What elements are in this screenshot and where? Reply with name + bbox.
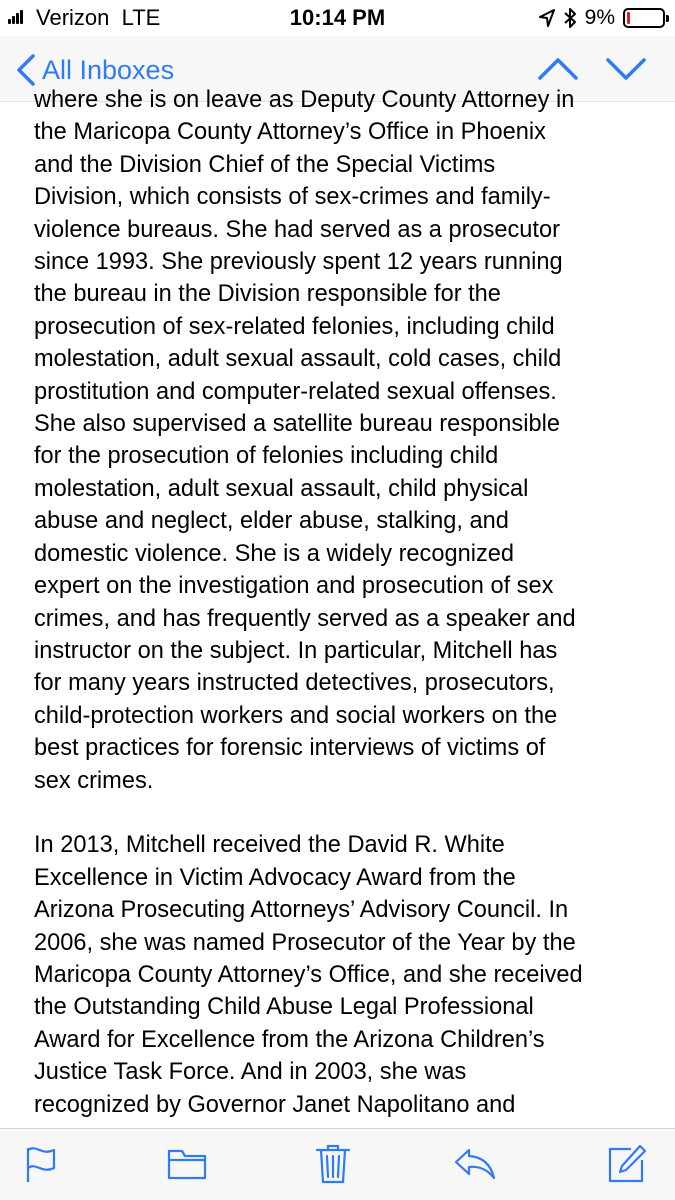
message-line: since 1993. She previously spent 12 years running	[34, 249, 563, 276]
reply-button[interactable]	[452, 1141, 498, 1187]
message-line: expert on the investigation and prosecution of sex	[34, 573, 554, 600]
trash-button[interactable]	[310, 1141, 356, 1187]
message-line: She also supervised a satellite bureau responsible	[34, 411, 560, 438]
chevron-left-icon	[16, 54, 36, 86]
message-line: best practices for forensic interviews of victims of	[34, 735, 546, 762]
message-line: and the Division Chief of the Special Victims	[34, 151, 496, 178]
clock: 10:14 PM	[289, 5, 386, 30]
message-line: 2006, she was named Prosecutor of the Year by the	[34, 929, 576, 956]
message-line: Arizona Prosecuting Attorneys’ Advisory Council. In	[34, 897, 569, 924]
bluetooth-icon	[563, 7, 577, 29]
message-line: instructor on the subject. In particular, Mitchell has	[34, 637, 558, 664]
battery-icon	[623, 8, 665, 28]
move-to-folder-button[interactable]	[164, 1141, 210, 1187]
message-line: Maricopa County Attorney’s Office, and she received	[34, 961, 583, 988]
trash-icon	[315, 1143, 351, 1185]
compose-button[interactable]	[604, 1141, 650, 1187]
message-line: for many years instructed detectives, prosecutors,	[34, 670, 555, 697]
carrier-name: Verizon	[36, 5, 110, 30]
message-line: for the prosecution of felonies including child	[34, 443, 499, 470]
message-line: Division, which consists of sex-crimes and family-	[34, 184, 551, 211]
message-line: the Outstanding Child Abuse Legal Professional	[34, 994, 534, 1021]
message-line: prostitution and computer-related sexual offenses.	[34, 378, 557, 405]
back-label: All Inboxes	[42, 55, 175, 85]
message-line: child-protection workers and social workers on the	[34, 702, 558, 729]
message-body[interactable]	[34, 84, 654, 1124]
status-bar	[0, 0, 675, 36]
chevron-up-icon	[536, 54, 580, 84]
message-line: sex crimes.	[34, 767, 154, 794]
message-line: violence bureaus. She had served as a prosecutor	[34, 216, 560, 243]
message-line: where she is on leave as Deputy County Attorney in	[34, 87, 575, 113]
chevron-down-icon	[604, 54, 648, 84]
reply-icon	[453, 1147, 497, 1181]
message-line: abuse and neglect, elder abuse, stalking, and	[34, 508, 509, 535]
next-message-button[interactable]	[604, 54, 648, 84]
message-line: molestation, adult sexual assault, cold cases, child	[34, 346, 562, 373]
network-type: LTE	[121, 5, 161, 30]
message-line: Excellence in Victim Advocacy Award from the	[34, 864, 516, 891]
message-line: the bureau in the Division responsible for the	[34, 281, 501, 308]
message-line: Award for Excellence from the Arizona Children’s	[34, 1026, 545, 1053]
folder-icon	[167, 1147, 207, 1181]
paragraph-2	[34, 829, 654, 1121]
status-right	[539, 5, 665, 31]
message-line: recognized by Governor Janet Napolitano and	[34, 1091, 516, 1118]
previous-message-button[interactable]	[536, 54, 580, 84]
message-line: crimes, and has frequently served as a speaker and	[34, 605, 576, 632]
message-line: In 2013, Mitchell received the David R. White	[34, 832, 505, 859]
message-line: Justice Task Force. And in 2003, she was	[34, 1059, 467, 1086]
location-arrow-icon	[539, 9, 555, 27]
battery-percent: 9%	[584, 6, 615, 29]
bottom-toolbar	[0, 1128, 675, 1200]
flag-button[interactable]	[18, 1141, 64, 1187]
paragraph-gap	[34, 797, 654, 829]
paragraph-1	[34, 84, 654, 797]
compose-icon	[607, 1144, 647, 1184]
message-line: domestic violence. She is a widely recognized	[34, 540, 514, 567]
message-line: prosecution of sex-related felonies, including child	[34, 313, 555, 340]
flag-icon	[24, 1144, 58, 1184]
message-line: the Maricopa County Attorney’s Office in Phoenix	[34, 119, 546, 146]
message-line: molestation, adult sexual assault, child physical	[34, 475, 529, 502]
